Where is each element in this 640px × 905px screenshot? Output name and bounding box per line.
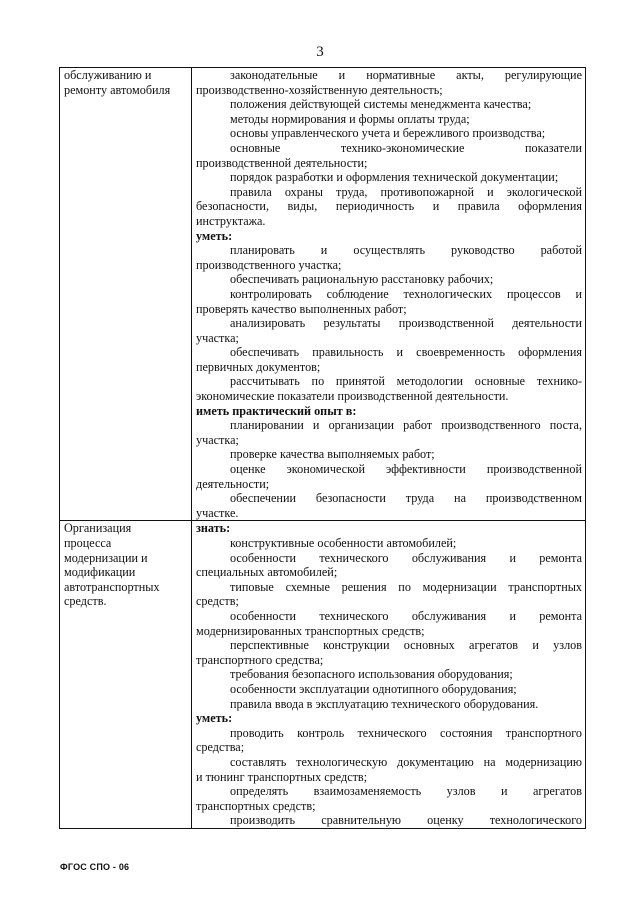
requirement-line: обеспечении безопасности труда на производственном: [230, 491, 582, 506]
table-row: [60, 521, 586, 828]
requirement-line: средства;: [196, 740, 245, 755]
competence-line: средств.: [64, 594, 107, 609]
requirement-line: требования безопасного использования оборудования;: [230, 667, 513, 682]
requirements-cell: [192, 68, 586, 521]
competence-line: Организация: [64, 521, 132, 536]
requirement-line: специальных автомобилей;: [196, 565, 338, 580]
document-footer: ФГОС СПО - 06: [60, 862, 130, 872]
competence-line: модернизации и: [64, 550, 148, 565]
requirement-line: участка;: [196, 330, 239, 345]
competence-cell: [60, 68, 192, 521]
requirement-line: первичных документов;: [196, 359, 321, 374]
requirement-line: правила ввода в эксплуатацию технического оборудования.: [230, 696, 539, 711]
content-table: [59, 67, 586, 829]
requirement-line: конструктивные особенности автомобилей;: [230, 536, 457, 550]
table-row: [60, 68, 586, 521]
requirements-cell: [192, 521, 586, 828]
requirement-line: обеспечивать рациональную расстановку рабочих;: [230, 272, 494, 287]
requirement-line: определять взаимозаменяемость узлов и агрегатов: [230, 784, 582, 799]
competence-line: процесса: [64, 536, 112, 550]
requirement-line: проверке качества выполняемых работ;: [230, 447, 435, 462]
section-heading: иметь практический опыт в:: [196, 403, 357, 418]
competence-line: модификации: [64, 565, 136, 580]
requirement-line: экономические показатели производственной деятельности.: [196, 389, 509, 404]
requirement-line: и тюнинг транспортных средств;: [196, 769, 368, 784]
requirement-line: планировать и осуществлять руководство работой: [230, 243, 582, 258]
requirement-line: контролировать соблюдение технологических процессов и: [230, 286, 582, 301]
requirement-line: типовые схемные решения по модернизации транспортных: [230, 579, 582, 594]
requirement-line: производственной деятельности;: [196, 155, 368, 170]
requirement-line: производственного участка;: [196, 257, 342, 272]
requirement-line: транспортного средства;: [196, 652, 324, 667]
requirement-line: положения действующей системы менеджмента качества;: [230, 97, 532, 112]
requirement-line: методы нормирования и формы оплаты труда;: [230, 111, 470, 126]
requirement-line: проверять качество выполненных работ;: [196, 301, 407, 316]
requirement-line: планировании и организации работ производственного поста,: [230, 418, 582, 433]
requirement-line: основные технико-экономические показатели: [230, 140, 582, 155]
requirement-line: производственно-хозяйственную деятельность;: [196, 82, 443, 97]
section-heading: знать:: [196, 521, 231, 536]
requirement-line: особенности эксплуатации однотипного оборудования;: [230, 681, 517, 696]
requirement-line: оценке экономической эффективности производственной: [230, 462, 582, 477]
requirement-line: деятельности;: [196, 476, 270, 491]
requirement-line: безопасности, виды, периодичность и правила оформления: [196, 199, 582, 214]
requirement-line: составлять технологическую документацию на модернизацию: [230, 754, 582, 769]
requirement-line: модернизированных транспортных средств;: [196, 623, 425, 638]
page-number: 3: [316, 44, 324, 60]
requirement-line: транспортных средств;: [196, 798, 316, 813]
requirement-line: средств;: [196, 594, 239, 609]
requirement-line: обеспечивать правильность и своевременность оформления: [230, 345, 582, 360]
competence-line: автотранспортных: [64, 579, 160, 594]
requirement-line: правила охраны труда, противопожарной и экологической: [230, 184, 582, 199]
competence-line: ремонту автомобиля: [64, 82, 171, 97]
section-heading: уметь:: [196, 711, 233, 726]
requirement-line: производить сравнительную оценку технологического: [230, 813, 582, 828]
requirement-line: анализировать результаты производственной деятельности: [230, 316, 582, 331]
competence-line: обслуживанию и: [64, 68, 152, 82]
requirement-line: участка;: [196, 432, 239, 447]
requirement-line: инструктажа.: [196, 213, 266, 228]
competence-cell: [60, 521, 192, 828]
requirement-line: порядок разработки и оформления технической документации;: [230, 170, 559, 185]
section-heading: уметь:: [196, 228, 233, 243]
requirement-line: перспективные конструкции основных агрегатов и узлов: [230, 638, 582, 653]
requirement-line: особенности технического обслуживания и ремонта: [230, 550, 582, 565]
requirement-line: законодательные и нормативные акты, регулирующие: [230, 68, 582, 82]
requirement-line: рассчитывать по принятой методологии основные технико-: [230, 374, 582, 389]
requirement-line: особенности технического обслуживания и ремонта: [230, 608, 582, 623]
requirement-line: основы управленческого учета и бережливого производства;: [230, 126, 546, 141]
requirement-line: участке.: [196, 505, 239, 520]
requirement-line: проводить контроль технического состояния транспортного: [230, 725, 582, 740]
